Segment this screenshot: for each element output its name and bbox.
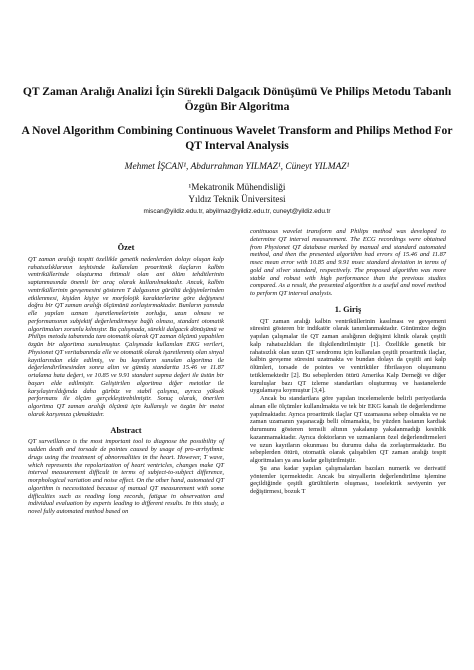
affiliation [20, 182, 454, 205]
authors: Mehmet İŞCAN¹, Abdurrahman YILMAZ¹, Cüneyt YILMAZ¹ [124, 162, 350, 172]
giris-paragraph-2: Ancak bu standartlara göre yapılan incelemelerde belirli periyotlarda alınan elle ölçümler kullanılmakta ve tek bir EKG kanalı ile değerlendirme yapılmaktadır. Ayrıca proaritmik ilaçlar QT uzamasına sebep olmakta ve ne zaman uzamanın yaşanacağı belli olmamakta, bu yüzden hastanın kardiak durumunu gösteren temsili altının yakalanıp yakalanmadığı kesinlik kazanmamaktadır. Ayrıca doktorların ve uzmanların özel değerlendirmeleri ve uzun kayıtların okunması bu durumu daha da zorlaştırmaktadır. Bu sebeplerden ötürü, otomatik olarak çalışabilen QT zaman aralığı tespit algoritmaları ya ana kadar geliştirilmiştir. [250, 395, 446, 464]
ozet-heading: Özet [117, 243, 135, 252]
author-emails: miscan@yildiz.edu.tr, abyilmaz@yildiz.edu.tr, cuneyt@yildiz.edu.tr [143, 208, 331, 215]
giris-paragraph-3: Şu ana kadar yapılan çalışmalardan bazıları numerik ve derivatif yöntemler içermektedir. Ancak bu sinyallerin değerlendirilme işlemine geçildiğinde çeşitli gürültülerin oluşması, isoelektrik seviyenin yer değiştirmesi, bozuk T [250, 464, 446, 495]
abstract-text-continued: continuous wavelet transform and Philips method was developed to determine QT interval measurement. The ECG recordings were obtained from Physionet QT database marked by manual and standard automated method, and then the presented algorithm had errors of 15.46 and 11.87 msec mean error with 10.85 and 9.91 msec standard deviation in terms of gold and silver standard, respectively. The proposed algorithm was more stable and robust with high performance than the previous studies compared. As a result, the presented algorithm is a useful and novel method to perform QT interval analysis. [250, 228, 446, 297]
abstract-text: QT surveillance is the most important tool to diagnose the possibility of sudden death and torsade de pointes caused by usage of pro-arrhythmic drugs using the treatment of abnormalities in the heart. However, T wave, which represents the repolarization of heart ventricles, changes make QT interval measurement difficult in terms of subject-to-subject difference, morphological variation and noise effect. On the other hand, automated QT algorithm is necessitated because of manual QT measurement with some difficulties such as reading long records, fatigue in observation and individual evaluation by experts leading to different results. In this study, a novel fully automated method based on [28, 438, 224, 515]
right-column [250, 228, 446, 496]
abstract-heading: Abstract [110, 425, 142, 435]
title-english: A Novel Algorithm Combining Continuous Wavelet Transform and Philips Method For QT Interval Analysis [21, 124, 453, 152]
ozet-text: QT zaman aralığı tespiti özellikle genetik nedenlerden dolayı oluşan kalp rahatsızlıklarının teşhisinde kullanılan proaritmik ilaçların kalbin ventriküllerinde oluşturma ihtimali olan ani ölüm tehditlerinin saptanmasında önemli bir araç olarak kullanılmaktadır. Ancak, kalbin ventriküllerinin gevşemesini gösteren T dalgasının gürültü değişimlerinden etkilenmesi, kişiden kişiye ve morfolojik karakterlerine göre değişmesi doğru bir QT zaman aralığı ölçümünü zorlaştırmaktadır. Bunların yanında elle yapılan uzman işaretlemelerinin zorluğu, uzun olması ve performansının subjektif değerlendirmeye bağlı olması, standart otomatik algoritmaları zorunlu kılmıştır. Bu çalışmada, sürekli dalgacık dönüşümü ve Philips metodu tabanında tam otomatik olarak QT zaman ölçümü yapabilen özgün bir algoritma sunulmuştur. Çalışmada kullanılan EKG verileri, Physionet QT veritabanında elle ve otomatik olarak işaretlenmiş olan sinyal kayıtlarından elde edilmiş, ve bu kayıtların sunulan algoritma ile değerlendirilmesinden sonra altın ve gümüş standartta 15.46 ve 11.87 ortalama hata değeri, ve 10.85 ve 9.91 standart sapma değeri ile üstün bir başarı elde edilmiştir. Geliştirilen algoritma diğer metotlar ile karşılaştırıldığında daha gürbüz ve stabil çalışma, ayrıca yüksek performans ile ölçüm gerçekleştirebilmiştir. Sonuç olarak, önerilen algoritma QT zaman aralığı ölçümü için kullanışlı ve özgün bir metot olarak karşımıza çıkmaktadır. [28, 255, 224, 418]
title-turkish: QT Zaman Aralığı Analizi İçin Sürekli Dalgacık Dönüşümü Ve Philips Metodu Tabanlı Özgün Bir Algoritma [22, 85, 452, 113]
giris-heading: 1. Giriş [334, 304, 362, 314]
giris-paragraph-1: QT zaman aralığı kalbin ventriküllerinin kasılması ve gevşemeni süresini gösteren bir indikatör olarak tanımlanmaktadır. Günümüze değin yapılan çalışmalar ile QT zaman aralığının değişimi klinik olarak çeşitli kalp rahatsızlıkları ile ilişkilendirilmiştir [1]. Özellikle genetik bir rahatsızlık olan uzun QT sendromu için kullanılan çeşitli proaritmik ilaçlar, kalbin gevşeme süresini uzatmakta ve bundan dolayı da çeşitli ani kalp ölümleri, torsade de pointes ve ventriküler fibrilasyon oluşumunu tetiklemektedir [2]. Bu sebeplerden ötürü Amerika Kalp Derneği ve diğer kuruluşlar bazı QT izleme standartları oluşturmuş ve hastanelerde uygulamaya koymuştur [3,4]. [250, 317, 446, 395]
affiliation-department: ¹Mekatronik Mühendisliği [188, 182, 286, 192]
left-column [28, 228, 224, 516]
affiliation-university: Yıldız Teknik Üniversitesi [188, 193, 286, 204]
